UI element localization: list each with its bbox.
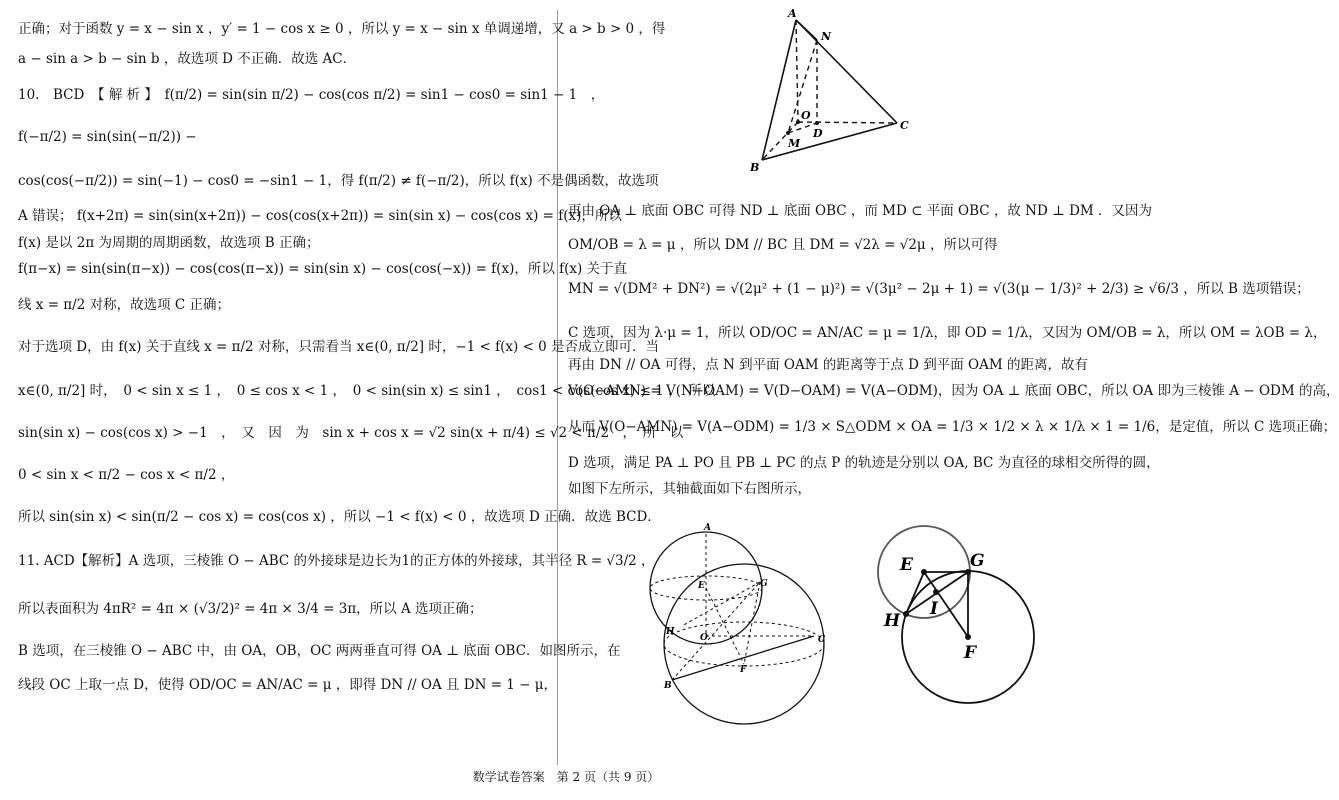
spheres-figure bbox=[648, 522, 838, 732]
page-footer: 数学试卷答案 第 2 页（共 9 页） bbox=[472, 770, 660, 784]
label-E: E bbox=[698, 581, 705, 591]
label-G: G bbox=[760, 579, 768, 589]
text-line: 0 < sin x < π/2 − cos x < π/2 ， bbox=[18, 467, 235, 483]
label-N: N bbox=[821, 30, 832, 43]
label-B: B bbox=[664, 681, 672, 691]
label-B: B bbox=[750, 161, 760, 174]
label-I: I bbox=[930, 599, 938, 619]
label-E: E bbox=[900, 555, 913, 575]
text-line: A 错误； f(x+2π) = sin(sin(x+2π)) − cos(cos(x+2π)) = sin(sin x) − cos(cos x) = f(x)，所以 bbox=[18, 208, 622, 224]
text-line: 所以表面积为 4πR² = 4π × (√3/2)² = 4π × 3/4 = 3π，所以 A 选项正确； bbox=[18, 601, 483, 617]
label-C: C bbox=[900, 119, 909, 132]
text-line: 线 x = π/2 对称，故选项 C 正确； bbox=[18, 297, 231, 313]
label-H: H bbox=[666, 627, 675, 637]
text-line: MN = √(DM² + DN²) = √(2μ² + (1 − μ)²) = √(3μ² − 2μ + 1) = √(3(μ − 1/3)² + 2/3) ≥ √6/3 ，所以 B 选项错误； bbox=[568, 281, 1310, 297]
label-O: O bbox=[801, 109, 811, 122]
text-line: 11. ACD【解析】A 选项，三棱锥 O − ABC 的外接球是边长为1的正方体的外接球，其半径 R = √3/2 ， bbox=[18, 553, 655, 569]
text-line: a − sin a > b − sin b ，故选项 D 不正确．故选 AC． bbox=[18, 51, 357, 67]
text-line: V(O−AMN) = V(N−OAM) = V(D−OAM) = V(A−ODM)，因为 OA ⊥ 底面 OBC，所以 OA 即为三棱锥 A − ODM 的高， bbox=[568, 383, 1339, 399]
text-line: f(x) 是以 2π 为周期的周期函数，故选项 B 正确； bbox=[18, 235, 320, 251]
text-line: cos(cos(−π/2)) = sin(−1) − cos0 = −sin1 − 1，得 f(π/2) ≠ f(−π/2)，所以 f(x) 不是偶函数，故选项 bbox=[18, 173, 659, 189]
text-line: 正确；对于函数 y = x − sin x ，y′ = 1 − cos x ≥ 0 ，所以 y = x − sin x 单调递增，又 a > b > 0 ，得 bbox=[18, 21, 666, 37]
label-A: A bbox=[788, 7, 797, 20]
cross-section-figure bbox=[870, 522, 1050, 712]
text-line: 如图下左所示，其轴截面如下右图所示， bbox=[568, 481, 811, 497]
label-D: D bbox=[813, 127, 823, 140]
text-line: D 选项，满足 PA ⊥ PO 且 PB ⊥ PC 的点 P 的轨迹是分别以 OA, BC 为直径的球相交所得的圆， bbox=[568, 455, 1160, 471]
text-line: 对于选项 D，由 f(x) 关于直线 x = π/2 对称，只需看当 x∈(0, π/2] 时，−1 < f(x) < 0 是否成立即可．当 bbox=[18, 339, 660, 355]
text-line: 线段 OC 上取一点 D，使得 OD/OC = AN/AC = μ ，即得 DN // OA 且 DN = 1 − μ， bbox=[18, 677, 558, 693]
label-O: O bbox=[700, 633, 708, 643]
label-M: M bbox=[788, 137, 801, 150]
label-C: C bbox=[818, 635, 826, 645]
text-line: 再由 OA ⊥ 底面 OBC 可得 ND ⊥ 底面 OBC ，而 MD ⊂ 平面 OBC ，故 ND ⊥ DM ．又因为 bbox=[568, 203, 1153, 219]
text-line: sin(sin x) − cos(cos x) > −1 ， 又 因 为 sin x + cos x = √2 sin(x + π/4) ≤ √2 < π/2 ， 所 以 bbox=[18, 425, 684, 441]
text-line: f(−π/2) = sin(sin(−π/2)) − bbox=[18, 129, 197, 145]
text-line: B 选项，在三棱锥 O − ABC 中，由 OA，OB，OC 两两垂直可得 OA ⊥ 底面 OBC．如图所示，在 bbox=[18, 643, 621, 659]
text-line: 10. BCD 【 解 析 】 f(π/2) = sin(sin π/2) − cos(cos π/2) = sin1 − cos0 = sin1 − 1 ， bbox=[18, 87, 605, 103]
text-line: x∈(0, π/2] 时， 0 < sin x ≤ 1 ， 0 ≤ cos x < 1 ， 0 < sin(sin x) ≤ sin1 ， cos1 < cos(cos x) ≤ 1 ， 所以 bbox=[18, 383, 716, 399]
label-F: F bbox=[964, 643, 977, 663]
label-F: F bbox=[740, 665, 747, 675]
label-A: A bbox=[704, 523, 711, 533]
text-line: C 选项，因为 λ·μ = 1，所以 OD/OC = AN/AC = μ = 1/λ，即 OD = 1/λ，又因为 OM/OB = λ，所以 OM = λOB = λ， bbox=[568, 325, 1327, 341]
text-line: 从而 V(O−AMN) = V(A−ODM) = 1/3 × S△ODM × OA = 1/3 × 1/2 × λ × 1/λ × 1 = 1/6，是定值，所以 C 选项正确； bbox=[568, 419, 1337, 435]
label-G: G bbox=[970, 551, 985, 571]
label-H: H bbox=[884, 611, 901, 631]
tetrahedron-figure bbox=[740, 5, 920, 175]
text-line: OM/OB = λ = μ ，所以 DM // BC 且 DM = √2λ = √2μ ，所以可得 bbox=[568, 237, 998, 253]
text-line: 再由 DN // OA 可得，点 N 到平面 OAM 的距离等于点 D 到平面 OAM 的距离，故有 bbox=[568, 357, 1088, 373]
text-line: f(π−x) = sin(sin(π−x)) − cos(cos(π−x)) = sin(sin x) − cos(cos(−x)) = f(x)，所以 f(x) 关于直 bbox=[18, 261, 628, 277]
text-line: 所以 sin(sin x) < sin(π/2 − cos x) = cos(cos x) ，所以 −1 < f(x) < 0 ，故选项 D 正确．故选 BCD． bbox=[18, 509, 661, 525]
